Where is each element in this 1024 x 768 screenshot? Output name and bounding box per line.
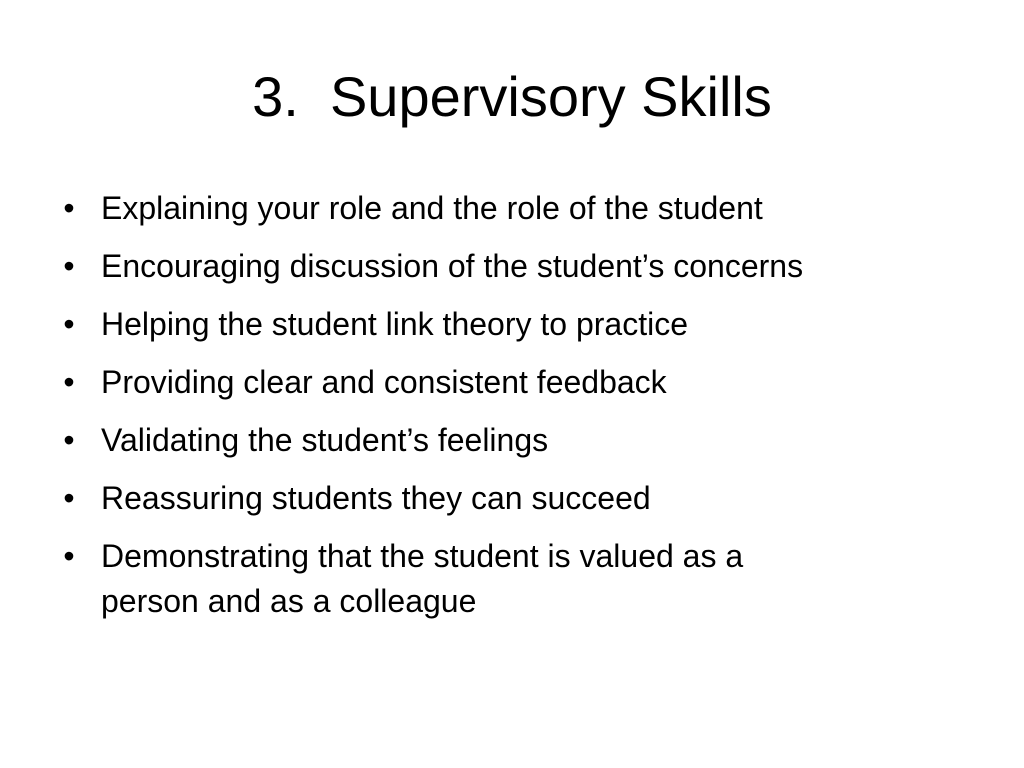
list-item xyxy=(58,302,958,347)
list-item-text: Helping the student link theory to practice xyxy=(101,306,688,342)
bullet-icon: • xyxy=(63,248,75,284)
bullet-icon: • xyxy=(63,306,75,342)
list-item-text: Reassuring students they can succeed xyxy=(101,480,651,516)
bullet-icon: • xyxy=(63,422,75,458)
list-item-text: Explaining your role and the role of the student xyxy=(101,190,763,226)
list-item-text: Validating the student’s feelings xyxy=(101,422,549,458)
bullet-list xyxy=(58,186,958,637)
bullet-icon: • xyxy=(63,190,75,226)
bullet-icon: • xyxy=(63,538,75,574)
list-item xyxy=(58,534,841,624)
list-item xyxy=(58,186,958,231)
list-item xyxy=(58,418,958,463)
list-item-text: Providing clear and consistent feedback xyxy=(101,364,667,400)
bullet-icon: • xyxy=(63,480,75,516)
list-item-text: Demonstrating that the student is valued as a person and as a colleague xyxy=(101,538,744,619)
list-item xyxy=(58,476,958,521)
list-item xyxy=(58,244,841,289)
bullet-icon: • xyxy=(63,364,75,400)
slide-title: 3. Supervisory Skills xyxy=(252,65,772,128)
list-item-text: Encouraging discussion of the student’s concerns xyxy=(101,248,804,284)
list-item xyxy=(58,360,958,405)
